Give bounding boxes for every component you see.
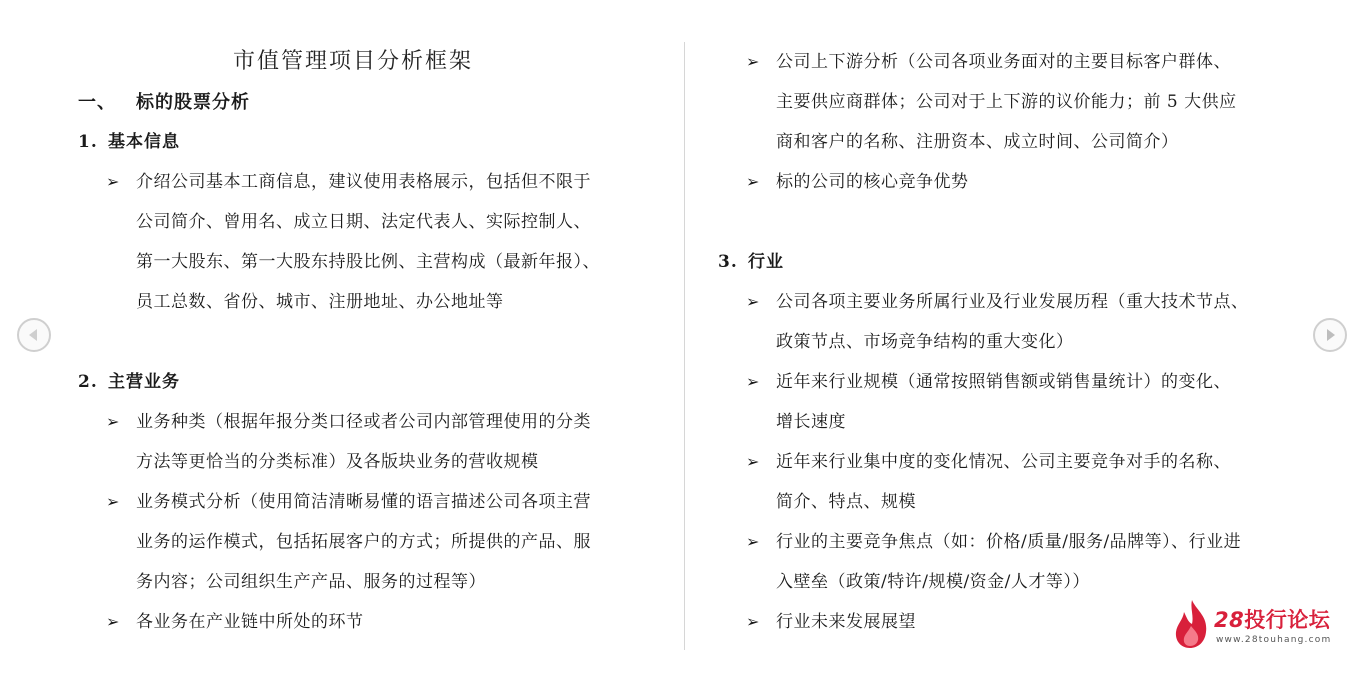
bullet-line: 近年来行业规模（通常按照销售额或销售量统计）的变化、 bbox=[776, 372, 1231, 392]
part-label: 标的股票分析 bbox=[136, 92, 250, 113]
part-number: 一、 bbox=[78, 92, 116, 113]
bullet-line: 介绍公司基本工商信息，建议使用表格展示，包括但不限于 bbox=[136, 172, 591, 192]
bullet-line: 增长速度 bbox=[776, 412, 846, 432]
bullet-line: 业务种类（根据年报分类口径或者公司内部管理使用的分类 bbox=[136, 412, 591, 432]
bullet-arrow-icon: ➢ bbox=[746, 532, 760, 551]
logo-name: 投行论坛 bbox=[1244, 608, 1331, 632]
section-heading-main-business bbox=[78, 362, 180, 402]
bullet-business-model bbox=[106, 482, 676, 602]
section-label: 行业 bbox=[748, 252, 784, 272]
flame-icon bbox=[1172, 598, 1212, 650]
bullet-arrow-icon: ➢ bbox=[746, 372, 760, 391]
logo-text bbox=[1214, 604, 1330, 634]
bullet-arrow-icon: ➢ bbox=[106, 412, 120, 431]
section-number: 1. bbox=[78, 132, 98, 152]
page-title: 市值管理项目分析框架 bbox=[232, 49, 473, 74]
bullet-core-advantage bbox=[746, 162, 1326, 202]
bullet-industry-chain bbox=[106, 602, 676, 642]
logo-url: www.28touhang.com bbox=[1216, 635, 1332, 645]
bullet-line: 公司上下游分析（公司各项业务面对的主要目标客户群体、 bbox=[776, 52, 1231, 72]
bullet-line: 公司各项主要业务所属行业及行业发展历程（重大技术节点、 bbox=[776, 292, 1249, 312]
bullet-arrow-icon: ➢ bbox=[746, 452, 760, 471]
section-number: 2. bbox=[78, 372, 98, 392]
bullet-arrow-icon: ➢ bbox=[106, 612, 120, 631]
bullet-industry-history bbox=[746, 282, 1326, 362]
bullet-line: 员工总数、省份、城市、注册地址、办公地址等 bbox=[136, 292, 504, 312]
next-page-button[interactable] bbox=[1313, 318, 1347, 352]
bullet-arrow-icon: ➢ bbox=[106, 492, 120, 511]
bullet-upstream-downstream bbox=[746, 42, 1326, 162]
bullet-line: 业务的运作模式，包括拓展客户的方式；所提供的产品、服 bbox=[136, 532, 591, 552]
bullet-line: 标的公司的核心竞争优势 bbox=[776, 172, 969, 192]
section-label: 基本信息 bbox=[108, 132, 180, 152]
bullet-arrow-icon: ➢ bbox=[746, 172, 760, 191]
bullet-line: 行业的主要竞争焦点（如：价格/质量/服务/品牌等）、行业进 bbox=[776, 532, 1242, 552]
bullet-arrow-icon: ➢ bbox=[746, 292, 760, 311]
bullet-line: 商和客户的名称、注册资本、成立时间、公司简介） bbox=[776, 132, 1179, 152]
bullet-line: 方法等更恰当的分类标准）及各版块业务的营收规模 bbox=[136, 452, 539, 472]
logo-number: 28 bbox=[1214, 608, 1245, 632]
bullet-industry-concentration bbox=[746, 442, 1326, 522]
bullet-arrow-icon: ➢ bbox=[106, 172, 120, 191]
bullet-line: 近年来行业集中度的变化情况、公司主要竞争对手的名称、 bbox=[776, 452, 1231, 472]
part-heading bbox=[78, 88, 250, 114]
section-heading-basic-info bbox=[78, 122, 180, 162]
forum-logo[interactable] bbox=[1172, 598, 1342, 654]
section-heading-industry bbox=[718, 242, 784, 282]
bullet-arrow-icon: ➢ bbox=[746, 52, 760, 71]
bullet-arrow-icon: ➢ bbox=[746, 612, 760, 631]
section-label: 主营业务 bbox=[108, 372, 180, 392]
chevron-left-icon bbox=[26, 327, 42, 343]
bullet-line: 各业务在产业链中所处的环节 bbox=[136, 612, 364, 632]
bullet-line: 公司简介、曾用名、成立日期、法定代表人、实际控制人、 bbox=[136, 212, 591, 232]
bullet-line: 入壁垒（政策/特许/规模/资金/人才等）） bbox=[776, 572, 1090, 592]
bullet-line: 第一大股东、第一大股东持股比例、主营构成（最新年报）、 bbox=[136, 252, 600, 272]
bullet-line: 政策节点、市场竞争结构的重大变化） bbox=[776, 332, 1074, 352]
bullet-line: 业务模式分析（使用简洁清晰易懂的语言描述公司各项主营 bbox=[136, 492, 591, 512]
section-number: 3. bbox=[718, 252, 738, 272]
bullet-line: 主要供应商群体；公司对于上下游的议价能力；前 5 大供应 bbox=[776, 92, 1237, 112]
prev-page-button[interactable] bbox=[17, 318, 51, 352]
bullet-line: 简介、特点、规模 bbox=[776, 492, 916, 512]
bullet-industry-outlook bbox=[746, 602, 1166, 642]
column-divider bbox=[684, 42, 685, 650]
bullet-line: 务内容；公司组织生产产品、服务的过程等） bbox=[136, 572, 486, 592]
bullet-industry-scale bbox=[746, 362, 1326, 442]
chevron-right-icon bbox=[1322, 327, 1338, 343]
bullet-business-types bbox=[106, 402, 676, 482]
bullet-line: 行业未来发展展望 bbox=[776, 612, 916, 632]
bullet-competition-focus bbox=[746, 522, 1326, 602]
bullet-basic-info bbox=[106, 162, 676, 322]
